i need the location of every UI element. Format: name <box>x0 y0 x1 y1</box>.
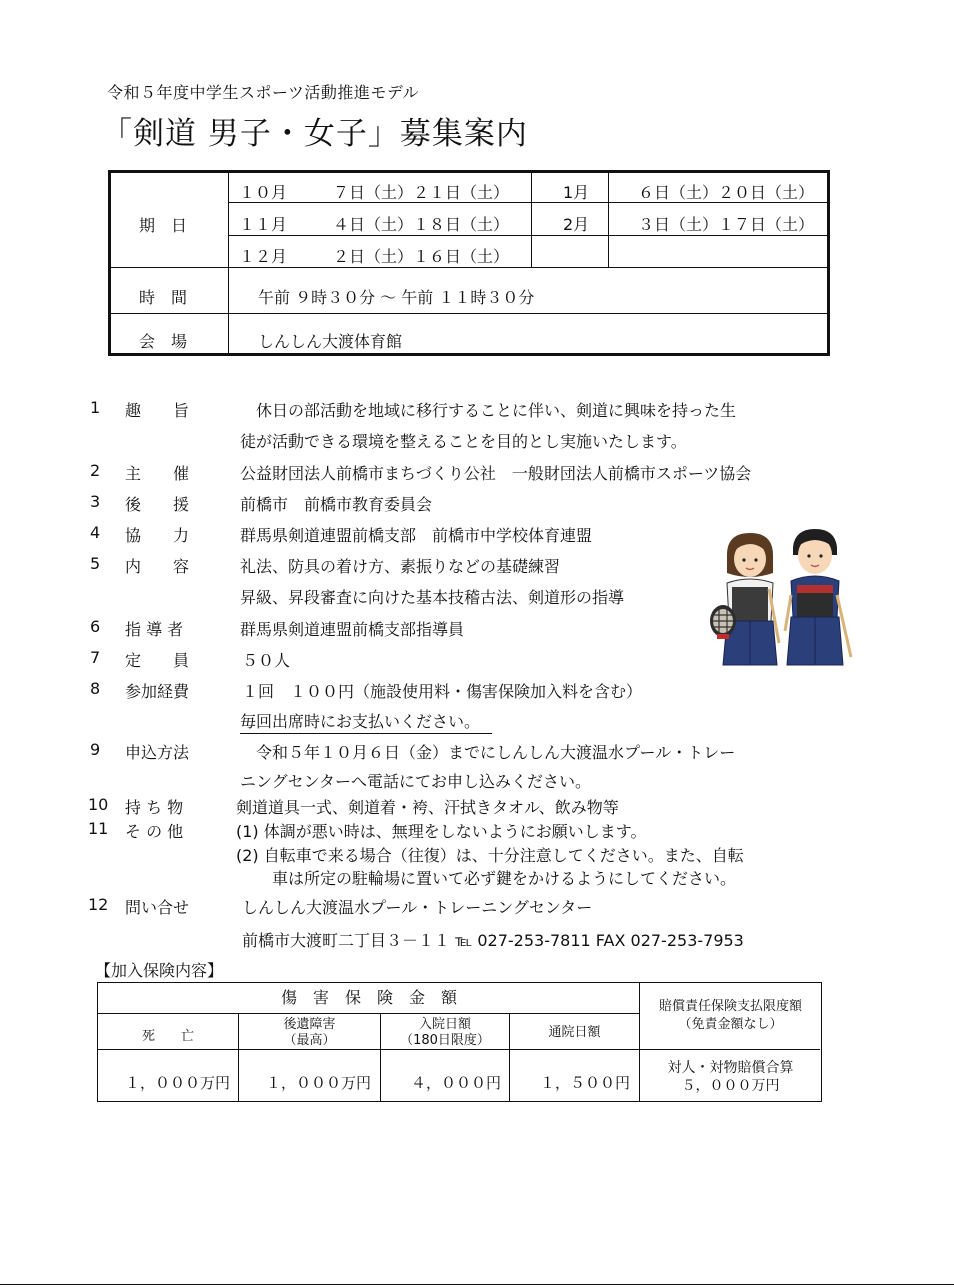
value-hospitalization: ４，０００円 <box>410 1074 501 1092</box>
item-text: 前橋市 前橋市教育委員会 <box>240 495 433 514</box>
item-label: 指 導 者 <box>125 620 184 639</box>
item-number: 8 <box>90 679 101 698</box>
time-value: 午前 ９時３０分 ～ 午前 １１時３０分 <box>258 288 535 307</box>
venue-value: しんしん大渡体育館 <box>258 332 403 351</box>
item-text: 昇級、昇段審査に向けた基本技稽古法、剣道形の指導 <box>240 588 625 607</box>
item-text: 令和５年１０月６日（金）までにしんしん大渡温水プール・トレー <box>240 743 736 762</box>
subtitle: 令和５年度中学生スポーツ活動推進モデル <box>107 83 420 102</box>
item-label: 協 力 <box>125 526 190 545</box>
item-number: 11 <box>88 819 109 838</box>
item-number: 2 <box>90 461 101 480</box>
item-number: 4 <box>90 523 101 542</box>
col-hospitalization: 入院日額 <box>418 1017 471 1032</box>
days-cell: ６日（土）２０日（土） <box>638 183 815 202</box>
month-cell: １０月 <box>239 183 288 202</box>
month-cell: 2月 <box>563 215 590 234</box>
item-label: そ の 他 <box>125 822 184 841</box>
col-disability: 後遺障害 <box>283 1017 336 1032</box>
item-number: 9 <box>90 740 101 759</box>
days-cell: ２日（土）１６日（土） <box>333 247 510 266</box>
page-edge-rule <box>0 1284 954 1285</box>
item-text: 礼法、防具の着け方、素振りなどの基礎練習 <box>240 557 561 576</box>
insurance-heading: 【加入保険内容】 <box>95 961 224 980</box>
item-number: 10 <box>88 795 109 814</box>
payment-note: 毎回出席時にお支払いください。 <box>240 709 492 734</box>
kendo-students-illustration <box>705 525 855 673</box>
col-outpatient: 通院日額 <box>548 1025 601 1040</box>
item-text: 公益財団法人前橋市まちづくり公社 一般財団法人前橋市スポーツ協会 <box>240 464 752 483</box>
page-title: 「剣道 男子・女子」募集案内 <box>101 116 528 152</box>
item-label: 参加経費 <box>125 682 190 701</box>
item-text: 剣道道具一式、剣道着・袴、汗拭きタオル、飲み物等 <box>236 798 619 817</box>
col-liability: 賠償責任保険支払限度額 <box>658 999 802 1014</box>
item-text: ５０人 <box>242 651 291 670</box>
injury-insurance-header: 傷 害 保 険 金 額 <box>280 988 457 1007</box>
item-number: 5 <box>90 554 101 573</box>
item-number: 1 <box>90 398 101 417</box>
month-cell: １２月 <box>239 247 288 266</box>
girl-figure <box>710 533 779 665</box>
item-label: 定 員 <box>125 651 190 670</box>
item-text: 休日の部活動を地域に移行することに伴い、剣道に興味を持った生 <box>240 401 737 420</box>
date-label: 期 日 <box>139 216 188 235</box>
value-disability: １，０００万円 <box>265 1074 371 1092</box>
days-cell: ７日（土）２１日（土） <box>333 183 510 202</box>
month-cell: 1月 <box>563 183 590 202</box>
col-death: 死 亡 <box>141 1029 194 1044</box>
item-number: 3 <box>90 492 101 511</box>
col-liability-sub: （免責金額なし） <box>678 1017 783 1032</box>
item-number: 12 <box>88 895 109 914</box>
boy-figure <box>785 529 851 665</box>
item-number: 7 <box>90 648 101 667</box>
days-cell: ４日（土）１８日（土） <box>333 215 510 234</box>
item-text: (2) 自転車で来る場合（往復）は、十分注意してください。また、自転 <box>236 846 744 865</box>
item-label: 主 催 <box>125 464 190 483</box>
item-text: 車は所定の駐輪場に置いて必ず鍵をかけるようにしてください。 <box>272 869 737 888</box>
col-hospitalization-sub: （180日限度） <box>400 1033 490 1048</box>
item-label: 申込方法 <box>125 743 190 762</box>
item-text: 群馬県剣道連盟前橋支部指導員 <box>240 620 465 639</box>
value-liability-line2: ５，０００万円 <box>681 1078 780 1094</box>
item-text: ニングセンターへ電話にてお申し込みください。 <box>240 772 592 791</box>
days-cell: ３日（土）１７日（土） <box>638 215 815 234</box>
value-death: １，０００万円 <box>124 1074 230 1092</box>
col-disability-sub: （最高） <box>283 1033 336 1048</box>
venue-label: 会 場 <box>139 332 188 351</box>
time-label: 時 間 <box>139 288 188 307</box>
item-text: １回 １００円（施設使用料・傷害保険加入料を含む） <box>242 682 643 701</box>
item-number: 6 <box>90 617 101 636</box>
item-text: 群馬県剣道連盟前橋支部 前橋市中学校体育連盟 <box>240 526 593 545</box>
value-liability-line1: 対人・対物賠償合算 <box>667 1060 794 1076</box>
item-text: しんしん大渡温水プール・トレーニングセンター <box>242 898 593 917</box>
item-label: 問い合せ <box>125 898 190 917</box>
value-outpatient: １，５００円 <box>539 1074 630 1092</box>
item-label: 趣 旨 <box>125 401 190 420</box>
item-text: (1) 体調が悪い時は、無理をしないようにお願いします。 <box>236 822 647 841</box>
item-text: 徒が活動できる環境を整えることを目的とし実施いたします。 <box>240 432 687 451</box>
item-label: 持 ち 物 <box>125 798 184 817</box>
schedule-table <box>108 170 830 356</box>
contact-address: 前橋市大渡町二丁目３－１１ ℡ 027-253-7811 FAX 027-253-7953 <box>242 931 744 950</box>
month-cell: １１月 <box>239 215 288 234</box>
insurance-table <box>97 982 822 1102</box>
item-label: 後 援 <box>125 495 190 514</box>
item-label: 内 容 <box>125 557 190 576</box>
